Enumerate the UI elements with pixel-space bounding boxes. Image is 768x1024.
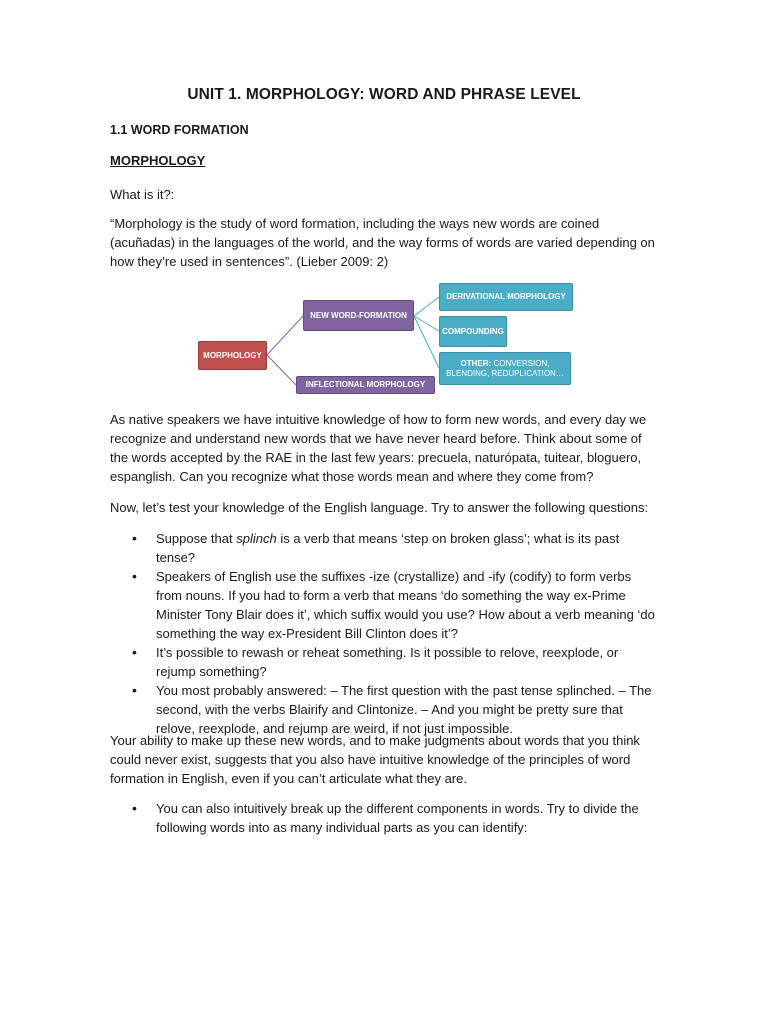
bullet-marker: • xyxy=(132,644,137,660)
connector-root-inflectional xyxy=(267,355,296,385)
what-is-it-text: What is it?: xyxy=(110,187,175,202)
diagram-node-inflectional: INFLECTIONAL MORPHOLOGY xyxy=(296,376,435,394)
questions-list xyxy=(110,529,658,738)
list-item xyxy=(110,799,658,837)
components-list xyxy=(110,799,658,837)
diagram-other-label: OTHER: xyxy=(460,358,492,368)
list-item-italic-word: splinch xyxy=(236,531,277,546)
test-knowledge-paragraph: Now, let’s test your knowledge of the English language. Try to answer the following questions: xyxy=(110,500,649,515)
ability-paragraph: Your ability to make up these new words, and to make judgments about words that you think could never exist, suggests that you also have intuitive knowledge of the principles of word formation in English, even if you can’t articulate what they are. xyxy=(110,733,640,786)
subheading-morphology: MORPHOLOGY xyxy=(110,153,206,168)
list-item-text-before: Suppose that xyxy=(156,531,237,546)
list-item-text: You can also intuitively break up the different components in words. Try to divide the following words into as many individual parts as you can identify: xyxy=(156,801,639,835)
morphology-diagram xyxy=(195,281,575,397)
section-heading: 1.1 WORD FORMATION xyxy=(110,123,249,137)
native-speakers-paragraph: As native speakers we have intuitive knowledge of how to form new words, and every day we recognize and understand new words that we have never heard before. Think about some of the words accepted by the RAE in the last few years: precuela, naturópata, tuitear, bloguero, espanglish. Can you recognize what those words mean and where they come from? xyxy=(110,412,647,484)
bullet-marker: • xyxy=(132,682,137,698)
diagram-node-other xyxy=(439,352,571,385)
list-item xyxy=(110,643,658,681)
definition-quote: “Morphology is the study of word formation, including the ways new words are coined (acuñadas) in the languages of the world, and the way forms of words are varied depending on how they’re used in sentences”. (Lieber 2009: 2) xyxy=(110,216,655,269)
diagram-node-compounding: COMPOUNDING xyxy=(439,316,507,347)
list-item-text: It’s possible to rewash or reheat something. Is it possible to relove, reexplode, or rejump something? xyxy=(156,645,619,679)
bullet-marker: • xyxy=(132,800,137,816)
diagram-node-morphology: MORPHOLOGY xyxy=(198,341,267,370)
diagram-node-new-word-formation: NEW WORD-FORMATION xyxy=(303,300,414,331)
connector-root-new xyxy=(267,316,303,355)
list-item xyxy=(110,529,658,567)
bullet-marker: • xyxy=(132,530,137,546)
list-item-text: You most probably answered: – The first question with the past tense splinched. – The second, with the verbs Blairify and Clintonize. – And you might be pretty sure that relove, reexplode, and rejump are weird, if not just impossible. xyxy=(156,683,652,736)
diagram-node-derivational: DERIVATIONAL MORPHOLOGY xyxy=(439,283,573,311)
page-title: UNIT 1. MORPHOLOGY: WORD AND PHRASE LEVEL xyxy=(187,86,581,103)
list-item xyxy=(110,681,658,738)
bullet-marker: • xyxy=(132,568,137,584)
connector-new-derivational xyxy=(414,297,439,316)
list-item xyxy=(110,567,658,643)
diagram-other-text: CONVERSION, BLENDING, REDUPLICATION… xyxy=(446,358,564,378)
list-item-text-after: is a verb that means ‘step on broken glass’; what is its past tense? xyxy=(156,531,620,565)
list-item-text: Speakers of English use the suffixes -ize (crystallize) and -ify (codify) to form verbs from nouns. If you had to form a verb that means ‘do something the way ex-Prime Minister Tony Blair does it’, which suffix would you use? How about a verb meaning ‘do something the way ex-President Bill Clinton does it’? xyxy=(156,569,655,641)
